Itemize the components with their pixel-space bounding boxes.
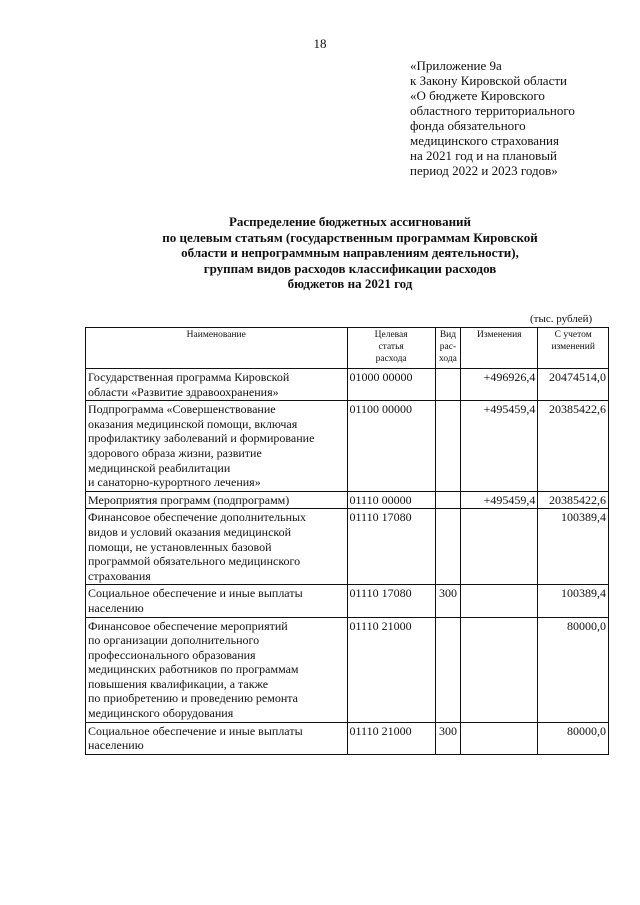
appendix-line: период 2022 и 2023 годов»	[410, 163, 558, 178]
cell-total: 80000,0	[538, 722, 609, 754]
document-title	[60, 214, 640, 292]
cell-name	[86, 585, 348, 617]
cell-name-line: Социальное обеспечение и иные выплаты	[88, 723, 303, 738]
cell-name-line: Финансовое обеспечение дополнительных	[88, 510, 307, 525]
cell-name-line: медицинских работников по программам	[88, 662, 299, 677]
cell-name-line: медицинской реабилитации	[88, 460, 231, 475]
table-row	[86, 617, 609, 722]
cell-total: 20385422,6	[538, 401, 609, 492]
cell-name-line: видов и условий оказания медицинской	[88, 524, 292, 539]
table-header-row	[86, 328, 609, 369]
cell-code: 01100 00000	[347, 401, 435, 492]
appendix-header	[410, 58, 630, 178]
cell-total: 20385422,6	[538, 491, 609, 509]
cell-code: 01110 17080	[347, 585, 435, 617]
cell-code: 01110 00000	[347, 491, 435, 509]
title-line: по целевым статьям (государственным программам Кировской	[162, 229, 538, 245]
cell-name-line: области «Развитие здравоохранения»	[88, 384, 279, 399]
cell-name-line: по приобретению и проведению ремонта	[88, 691, 298, 706]
cell-name	[86, 491, 348, 509]
cell-code: 01110 17080	[347, 509, 435, 585]
title-line: бюджетов на 2021 год	[287, 276, 413, 291]
cell-code: 01110 21000	[347, 617, 435, 722]
cell-type	[435, 509, 460, 585]
appendix-line: медицинского страхования	[410, 133, 559, 148]
appendix-line: областного территориального	[410, 103, 575, 118]
cell-code: 01110 21000	[347, 722, 435, 754]
appendix-line: фонда обязательного	[410, 118, 526, 133]
cell-name-line: здорового образа жизни, развитие	[88, 445, 262, 460]
page-number: 18	[313, 36, 327, 51]
header-total: С учетом изменений	[538, 328, 609, 369]
cell-name-line: оказания медицинской помощи, включая	[88, 416, 298, 431]
cell-name-line: медицинского оборудования	[88, 706, 234, 721]
table-row	[86, 401, 609, 492]
cell-name-line: программой обязательного медицинского	[88, 554, 301, 569]
cell-name	[86, 401, 348, 492]
cell-name-line: Мероприятия программ (подпрограмм)	[88, 492, 290, 507]
budget-table	[85, 327, 609, 755]
cell-change: +495459,4	[461, 401, 538, 492]
cell-name-line: Социальное обеспечение и иные выплаты	[88, 586, 303, 601]
cell-change	[461, 509, 538, 585]
table-row	[86, 509, 609, 585]
cell-name	[86, 617, 348, 722]
cell-name-line: Государственная программа Кировской	[88, 370, 290, 384]
cell-name-line: страхования	[88, 568, 151, 583]
header-type: Вид рас- хода	[435, 328, 460, 369]
cell-name-line: по организации дополнительного	[88, 633, 260, 648]
cell-code: 01000 00000	[347, 369, 435, 401]
title-line: группам видов расходов классификации расходов	[203, 260, 497, 276]
cell-change: +495459,4	[461, 491, 538, 509]
cell-name-line: Финансовое обеспечение мероприятий	[88, 618, 288, 633]
table-row	[86, 585, 609, 617]
cell-change	[461, 585, 538, 617]
title-line: области и непрограммным направлениям деятельности),	[181, 245, 519, 260]
table-row	[86, 722, 609, 754]
cell-type	[435, 491, 460, 509]
cell-change	[461, 722, 538, 754]
cell-change	[461, 617, 538, 722]
cell-total: 100389,4	[538, 509, 609, 585]
cell-name-line: помощи, не установленных базовой	[88, 539, 272, 554]
cell-total: 20474514,0	[538, 369, 609, 401]
cell-name-line: и санаторно-курортного лечения»	[88, 475, 261, 490]
cell-name-line: профессионального образования	[88, 647, 256, 662]
appendix-line: на 2021 год и на плановый	[410, 148, 557, 163]
cell-type	[435, 401, 460, 492]
cell-change: +496926,4	[461, 369, 538, 401]
appendix-line: к Закону Кировской области	[410, 73, 567, 88]
table-row	[86, 369, 609, 401]
header-change: Изменения	[461, 328, 538, 369]
title-line: Распределение бюджетных ассигнований	[228, 214, 472, 229]
cell-type: 300	[435, 585, 460, 617]
cell-type: 300	[435, 722, 460, 754]
cell-name	[86, 369, 348, 401]
appendix-line: «Приложение 9а	[410, 58, 502, 73]
cell-name-line: населению	[88, 738, 144, 753]
appendix-line: «О бюджете Кировского	[410, 88, 545, 103]
cell-name	[86, 722, 348, 754]
cell-name-line: населению	[88, 600, 144, 615]
cell-type	[435, 369, 460, 401]
unit-label: (тыс. рублей)	[530, 313, 593, 325]
table-row	[86, 491, 609, 509]
cell-total: 100389,4	[538, 585, 609, 617]
cell-name-line: профилактику заболеваний и формирование	[88, 431, 315, 446]
header-name: Наименование	[86, 328, 348, 369]
cell-name	[86, 509, 348, 585]
cell-name-line: повышения квалификации, а также	[88, 676, 269, 691]
cell-type	[435, 617, 460, 722]
cell-total: 80000,0	[538, 617, 609, 722]
cell-name-line: Подпрограмма «Совершенствование	[88, 402, 276, 417]
header-code: Целевая статья расхода	[347, 328, 435, 369]
